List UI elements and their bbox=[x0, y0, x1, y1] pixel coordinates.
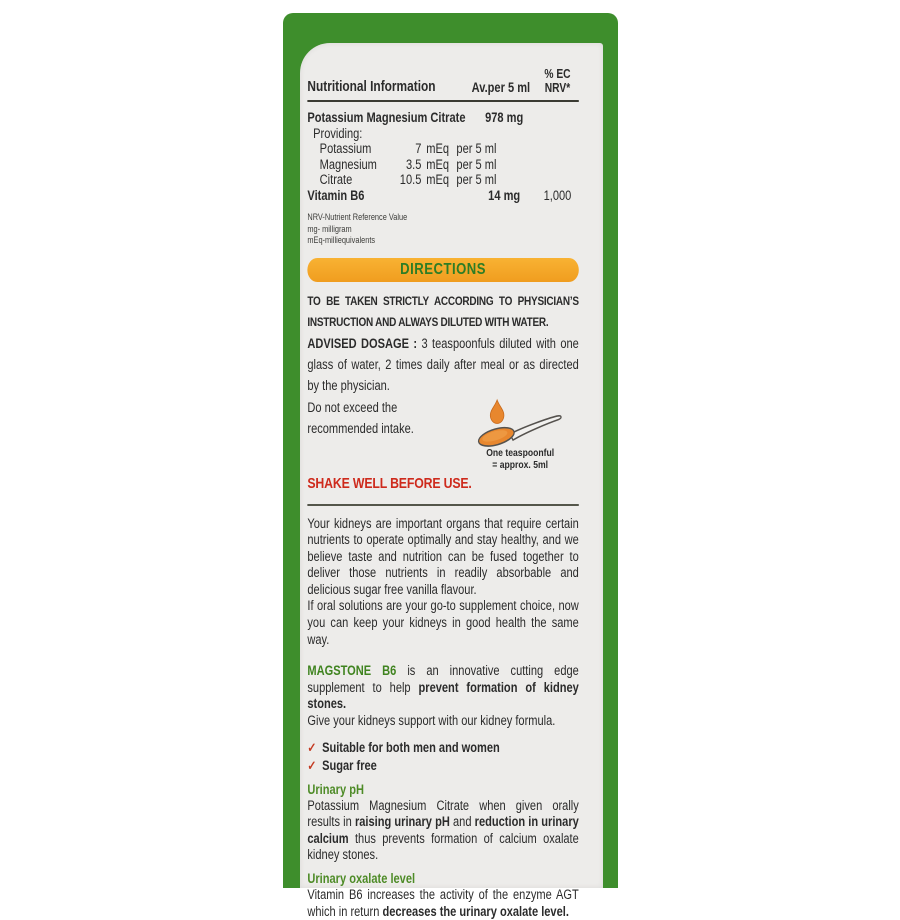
intake-note: Do not exceed the recommended intake. bbox=[307, 399, 414, 436]
footnote-mg: mg- milligram bbox=[307, 223, 352, 234]
teaspoon-caption-line1: One teaspoonful bbox=[486, 446, 555, 459]
sub-per: per 5 ml bbox=[456, 172, 497, 187]
check-icon: ✓ bbox=[307, 739, 317, 755]
shake-warning: SHAKE WELL BEFORE USE. bbox=[307, 474, 472, 492]
sub-name: Potassium bbox=[319, 141, 372, 156]
sub-unit: mEq bbox=[426, 141, 450, 156]
advised-dosage-text: 3 teaspoonfuls diluted with one glass of water, 2 times daily after meal or as directed by the physician. bbox=[307, 335, 579, 393]
sub-amount: 7 bbox=[415, 141, 422, 156]
ingredient-name: Potassium Magnesium Citrate bbox=[307, 110, 466, 125]
brand-text: is an innovative cutting edge supplement to help bbox=[307, 663, 579, 695]
oxalate-bold: decreases the urinary oxalate level. bbox=[382, 903, 569, 919]
urinary-ph-paragraph bbox=[307, 798, 578, 864]
ingredient-row-vitamin-b6 bbox=[307, 188, 578, 204]
sub-row-citrate bbox=[307, 172, 578, 188]
ph-bold-1: raising urinary pH bbox=[354, 814, 450, 830]
nutrition-title: Nutritional Information bbox=[307, 79, 436, 95]
directions-strict-text: TO BE TAKEN STRICTLY ACCORDING TO PHYSICIAN’S INSTRUCTION AND ALWAYS DILUTED WITH WATER. bbox=[307, 293, 579, 329]
providing-row bbox=[307, 126, 578, 142]
product-box-green-frame bbox=[283, 13, 618, 919]
kidneys-paragraph-2: If oral solutions are your go-to supplement choice, now you can keep your kidneys in good health the same way. bbox=[307, 598, 579, 647]
footnote-nrv: NRV-Nutrient Reference Value bbox=[307, 212, 408, 222]
sub-unit: mEq bbox=[426, 172, 450, 187]
checklist bbox=[307, 739, 578, 775]
checklist-item-sugar-free bbox=[307, 757, 578, 775]
footnotes bbox=[307, 212, 578, 247]
brand-claim-bold: prevent formation of kidney stones. bbox=[307, 679, 579, 712]
ingredient-amount: 14 mg bbox=[488, 187, 521, 203]
label-content bbox=[300, 43, 586, 920]
sub-name: Citrate bbox=[319, 172, 353, 187]
directions-banner bbox=[307, 258, 578, 282]
drop-icon bbox=[490, 399, 504, 423]
directions-banner-label: DIRECTIONS bbox=[400, 260, 486, 278]
brand-paragraph bbox=[307, 663, 578, 713]
sub-row-potassium bbox=[307, 141, 578, 157]
urinary-oxalate-paragraph bbox=[307, 887, 578, 920]
sub-per: per 5 ml bbox=[456, 141, 497, 156]
sub-amount: 3.5 bbox=[405, 156, 422, 172]
ingredient-amount: 978 mg bbox=[485, 110, 524, 125]
ph-text: and bbox=[449, 814, 475, 830]
sub-amount: 10.5 bbox=[399, 172, 422, 187]
check-icon: ✓ bbox=[307, 757, 317, 773]
ingredient-nrv: 1,000 bbox=[543, 187, 572, 203]
col-header-nrv-line2: NRV* bbox=[544, 81, 571, 95]
sub-row-magnesium bbox=[307, 157, 578, 173]
teaspoon-graphic bbox=[462, 397, 579, 472]
checklist-label: Suitable for both men and women bbox=[322, 739, 500, 755]
col-header-nrv bbox=[536, 67, 579, 95]
urinary-oxalate-heading: Urinary oxalate level bbox=[307, 871, 416, 886]
ph-text: thus prevents formation of calcium oxalate kidney stones. bbox=[307, 830, 579, 863]
advised-dosage-label: ADVISED DOSAGE : bbox=[307, 335, 422, 351]
brand-name: MAGSTONE B6 bbox=[307, 663, 397, 679]
ingredient-row-citrate bbox=[307, 110, 578, 126]
support-line: Give your kidneys support with our kidney formula. bbox=[307, 713, 556, 729]
sub-name: Magnesium bbox=[319, 156, 377, 172]
col-header-av-per-5ml: Av.per 5 ml bbox=[471, 80, 531, 95]
checklist-item-men-women bbox=[307, 739, 578, 757]
teaspoon-caption-line2: = approx. 5ml bbox=[492, 459, 549, 471]
footnote-meq: mEq-milliequivalents bbox=[307, 235, 376, 245]
label-panel bbox=[300, 43, 603, 919]
section-divider bbox=[307, 504, 578, 506]
oxalate-text: Vitamin B6 increases the activity of the enzyme AGT which in return bbox=[307, 887, 579, 919]
intake-note-row bbox=[307, 397, 578, 472]
ingredient-nrv bbox=[536, 110, 579, 126]
nutrition-table-header bbox=[307, 67, 578, 102]
kidneys-paragraph-1: Your kidneys are important organs that require certain nutrients to operate optimally and stay healthy, and we believe taste and nutrition can be fused together to deliver those nutrients in readily absorbable and delicious sugar free vanilla flavour. bbox=[307, 515, 579, 597]
providing-label: Providing: bbox=[313, 125, 363, 141]
spoon-icon bbox=[474, 399, 566, 447]
urinary-ph-heading: Urinary pH bbox=[307, 781, 364, 797]
sub-unit: mEq bbox=[426, 156, 450, 172]
ingredient-name: Vitamin B6 bbox=[307, 187, 365, 203]
col-header-nrv-line1: % EC bbox=[544, 67, 571, 81]
ph-bold-2: reduction in urinary calcium bbox=[307, 814, 579, 846]
ph-text: Potassium Magnesium Citrate when given orally results in bbox=[307, 797, 579, 830]
teaspoon-caption bbox=[462, 447, 579, 472]
checklist-label: Sugar free bbox=[322, 757, 377, 773]
nutrition-table bbox=[307, 67, 578, 247]
advised-dosage bbox=[307, 333, 578, 396]
sub-per: per 5 ml bbox=[456, 156, 497, 172]
